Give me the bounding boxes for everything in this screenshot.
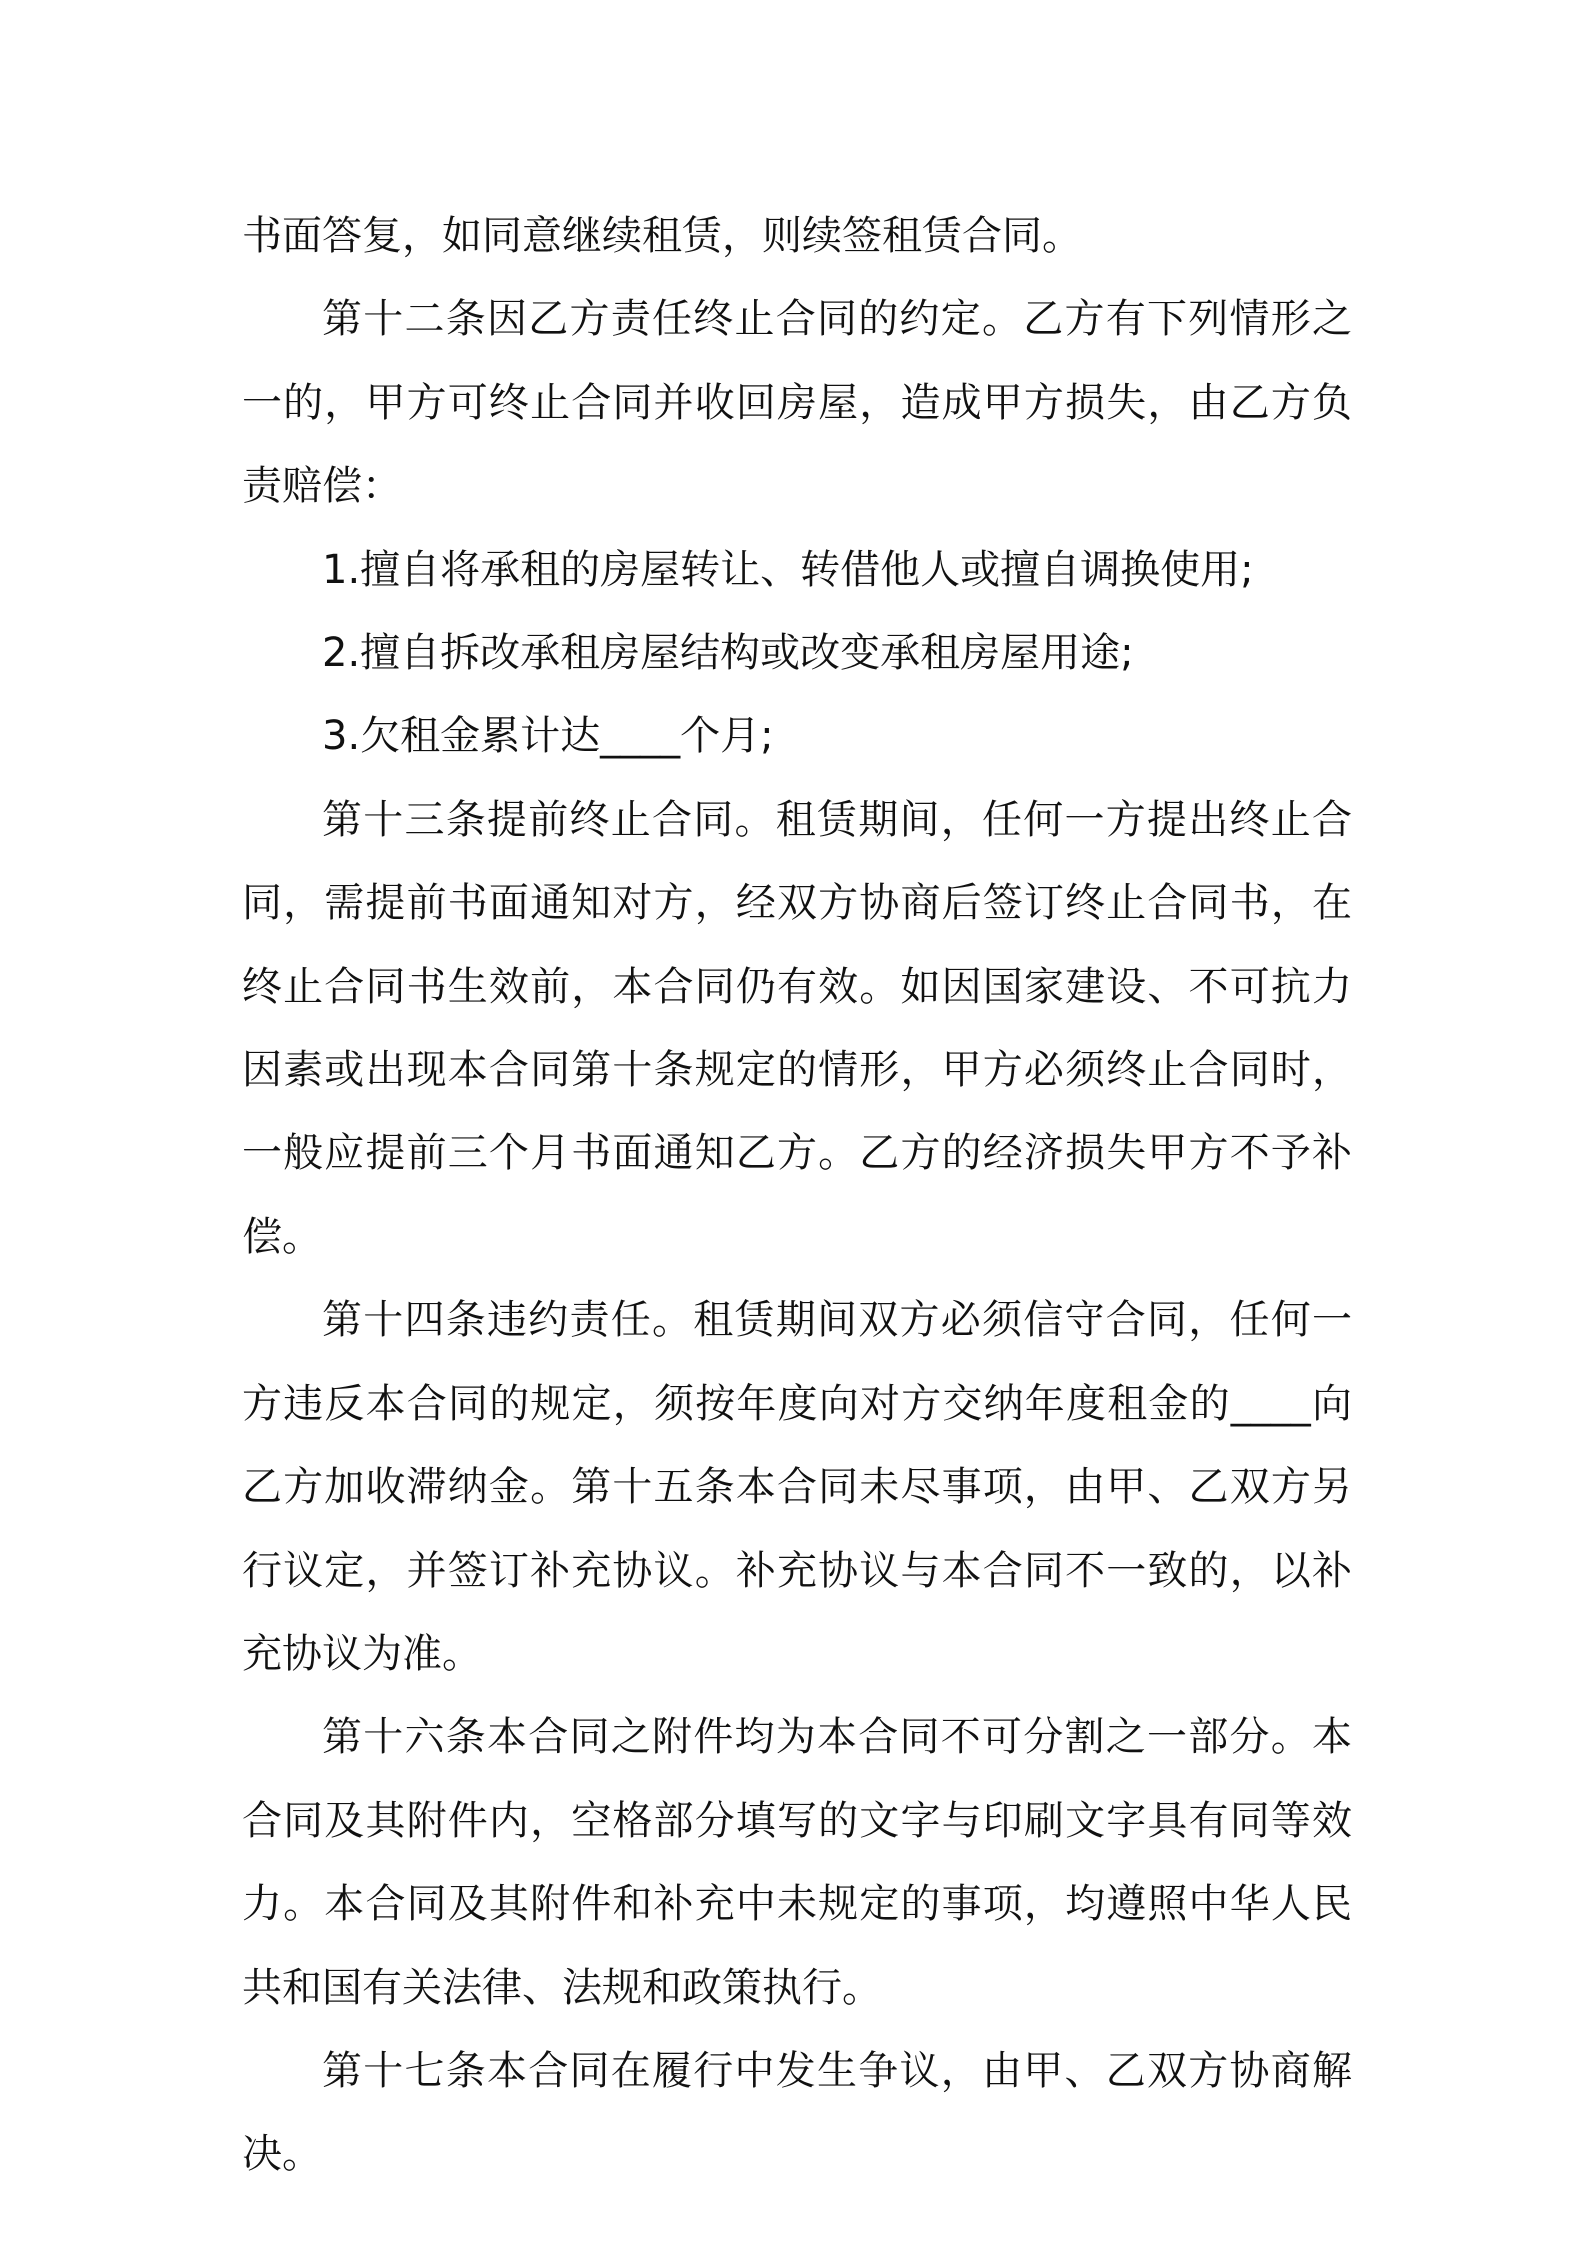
list-item-2: 2.擅自拆改承租房屋结构或改变承租房屋用途; <box>322 630 1134 677</box>
paragraph-article-13: 第十三条提前终止合同。租赁期间，任何一方提出终止合同，需提前书面通知对方，经双方协商后签订终止合同书，在终止合同书生效前，本合同仍有效。如因国家建设、不可抗力因素或出现本合同第十条规定的情形，甲方必须终止合同时，一般应提前三个月书面通知乙方。乙方的经济损失甲方不予补偿。 <box>242 796 1352 1260</box>
list-item-1: 1.擅自将承租的房屋转让、转借他人或擅自调换使用; <box>322 546 1254 593</box>
paragraph-article-12: 第十二条因乙方责任终止合同的约定。乙方有下列情形之一的，甲方可终止合同并收回房屋，造成甲方损失，由乙方负责赔偿： <box>242 296 1352 510</box>
paragraph-reply-renewal: 书面答复，如同意继续租赁，则续签租赁合同。 <box>242 213 1082 259</box>
paragraph-article-14: 第十四条违约责任。租赁期间双方必须信守合同，任何一方违反本合同的规定，须按年度向对方交纳年度租金的____向乙方加收滞纳金。第十五条本合同未尽事项，由甲、乙双方另行议定，并签订补充协议。补充协议与本合同不一致的，以补充协议为准。 <box>242 1297 1352 1677</box>
contract-page <box>242 195 1352 2197</box>
list-item-3: 3.欠租金累计达____个月; <box>322 713 774 760</box>
paragraph-article-16: 第十六条本合同之附件均为本合同不可分割之一部分。本合同及其附件内，空格部分填写的文字与印刷文字具有同等效力。本合同及其附件和补充中未规定的事项，均遵照中华人民共和国有关法律、法规和政策执行。 <box>242 1714 1352 2011</box>
paragraph-article-17: 第十七条本合同在履行中发生争议，由甲、乙双方协商解决。 <box>242 2047 1352 2178</box>
